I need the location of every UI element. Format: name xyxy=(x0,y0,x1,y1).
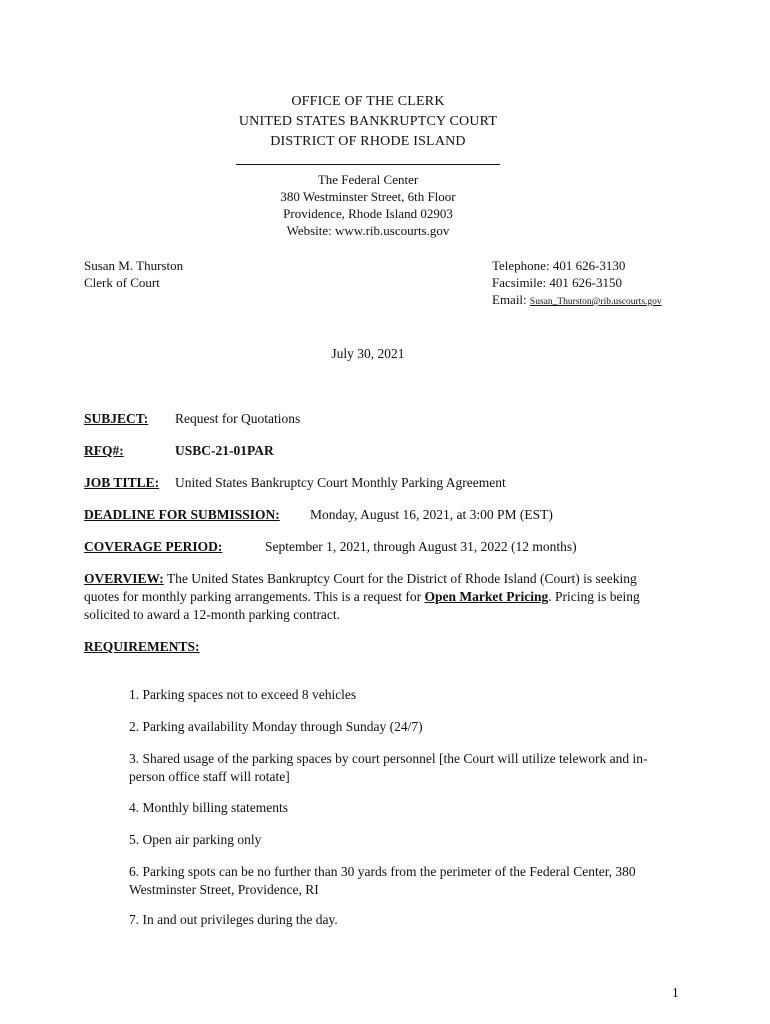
subject-value: Request for Quotations xyxy=(175,411,301,426)
overview-label: OVERVIEW: xyxy=(84,571,164,586)
email-link[interactable]: Susan_Thurston@rib.uscourts.gov xyxy=(529,297,662,307)
requirement-item: 7. In and out privileges during the day. xyxy=(129,912,338,927)
website-line: Website: www.rib.uscourts.gov xyxy=(286,223,450,238)
deadline-value: Monday, August 16, 2021, at 3:00 PM (EST) xyxy=(310,507,553,522)
requirement-item: 2. Parking availability Monday through Sunday (24/7) xyxy=(129,719,423,734)
facsimile-line: Facsimile: 401 626-3150 xyxy=(492,275,622,290)
sender-name: Susan M. Thurston xyxy=(84,258,184,273)
address-line-1: The Federal Center xyxy=(317,172,419,187)
job-title-label: JOB TITLE: xyxy=(84,475,160,490)
coverage-label: COVERAGE PERIOD: xyxy=(84,539,223,554)
telephone-line: Telephone: 401 626-3130 xyxy=(492,258,626,273)
requirement-item: 1. Parking spaces not to exceed 8 vehicles xyxy=(129,687,357,702)
requirement-item: 6. Parking spots can be no further than 30 yards from the perimeter of the Federal Center, 380 Westminster Street, Providence, RI xyxy=(129,864,636,897)
address-line-3: Providence, Rhode Island 02903 xyxy=(283,206,453,221)
sender-title: Clerk of Court xyxy=(84,275,160,290)
deadline-label: DEADLINE FOR SUBMISSION: xyxy=(84,507,280,522)
email-line xyxy=(492,292,662,308)
office-heading: OFFICE OF THE CLERK xyxy=(291,94,445,109)
page-number: 1 xyxy=(672,985,679,1000)
overview-paragraph xyxy=(84,570,664,624)
rfq-label: RFQ#: xyxy=(84,443,124,458)
email-label: Email: xyxy=(492,292,530,307)
court-heading: UNITED STATES BANKRUPTCY COURT xyxy=(238,114,498,129)
district-heading: DISTRICT OF RHODE ISLAND xyxy=(270,134,466,149)
requirement-item: 4. Monthly billing statements xyxy=(129,800,288,815)
subject-label: SUBJECT: xyxy=(84,411,149,426)
overview-text-2: . Pricing is being solicited to award a 12-month parking contract. xyxy=(84,589,640,622)
overview-emphasis: Open Market Pricing xyxy=(424,589,549,604)
requirement-item: 3. Shared usage of the parking spaces by court personnel [the Court will utilize telework and in-person office staff will rotate] xyxy=(129,751,648,784)
requirement-item: 5. Open air parking only xyxy=(129,832,262,847)
rfq-value: USBC-21-01PAR xyxy=(175,443,274,458)
coverage-value: September 1, 2021, through August 31, 2022 (12 months) xyxy=(265,539,577,554)
job-title-value: United States Bankruptcy Court Monthly Parking Agreement xyxy=(175,475,506,490)
address-line-2: 380 Westminster Street, 6th Floor xyxy=(280,189,456,204)
header-divider xyxy=(236,164,500,165)
overview-text-1: The United States Bankruptcy Court for the District of Rhode Island (Court) is seeking quotes for monthly parking arrangements. This is a request for xyxy=(84,571,637,604)
requirements-label: REQUIREMENTS: xyxy=(84,639,200,654)
letter-date: July 30, 2021 xyxy=(331,346,405,361)
